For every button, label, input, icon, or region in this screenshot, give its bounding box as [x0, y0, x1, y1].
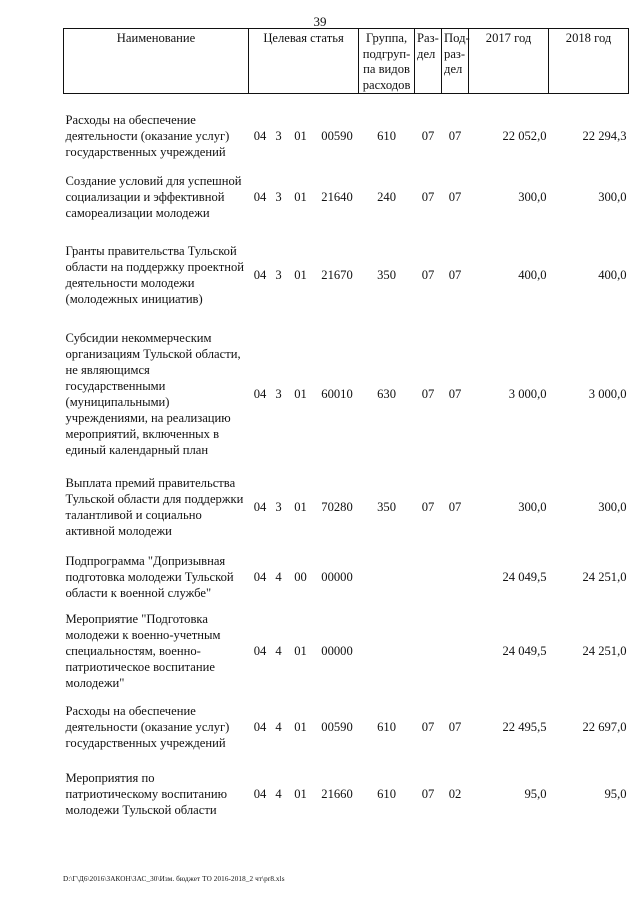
expense-group: 610	[377, 128, 396, 143]
code-direction: 00000	[321, 569, 353, 584]
code-direction: 00590	[321, 128, 353, 143]
table-row	[64, 228, 629, 322]
amount-2017: 24 049,5	[502, 569, 547, 584]
code-program: 04	[253, 786, 267, 801]
header-group: Группа, подгруп-па видов расходов	[359, 29, 415, 94]
header-name: Наименование	[64, 29, 249, 94]
code-program: 04	[253, 386, 267, 401]
code-subprogram: 4	[275, 786, 282, 801]
code-direction: 70280	[321, 499, 353, 514]
amount-2018: 400,0	[598, 267, 627, 282]
code-subprogram: 3	[275, 499, 282, 514]
code-program: 04	[253, 569, 267, 584]
amount-2018: 22 294,3	[582, 128, 627, 143]
header-year-2017: 2017 год	[469, 29, 549, 94]
code-event: 00	[294, 569, 307, 584]
code-program: 04	[253, 719, 267, 734]
code-event: 01	[294, 386, 307, 401]
subsection-code	[442, 606, 469, 696]
code-subprogram: 4	[275, 569, 282, 584]
section-code: 07	[421, 189, 435, 204]
code-subprogram: 3	[275, 386, 282, 401]
expense-group: 610	[377, 786, 396, 801]
footer-file-path: D:\Г\Д6\2016\ЗАКОН\ЗАС_30\Изм. бюджет ТО 2016-2018_2 чт\pr8.xls	[63, 875, 285, 883]
amount-2018: 3 000,0	[588, 386, 627, 401]
header-target-item: Целевая статья	[249, 29, 359, 94]
section-code: 07	[421, 386, 435, 401]
row-name: Мероприятие "Подготовка молодежи к военно-учетным специальностям, военно-патриотическое воспитание молодежи"	[65, 611, 221, 690]
section-code	[415, 548, 442, 606]
budget-table	[63, 28, 629, 830]
code-direction: 60010	[321, 386, 353, 401]
section-code	[415, 606, 442, 696]
table-row	[64, 696, 629, 758]
amount-2018: 300,0	[598, 499, 627, 514]
amount-2017: 24 049,5	[502, 643, 547, 658]
code-program: 04	[253, 189, 267, 204]
section-code: 07	[421, 719, 435, 734]
header-section: Раз-дел	[415, 29, 442, 94]
subsection-code: 07	[448, 499, 462, 514]
row-name: Расходы на обеспечение деятельности (оказание услуг) государственных учреждений	[65, 112, 230, 159]
expense-group: 350	[377, 499, 396, 514]
code-subprogram: 3	[275, 189, 282, 204]
row-name: Субсидии некоммерческим организациям Тульской области, не являющимся государственными (муниципальными) учреждениями, на реализацию мероприятий, включенных в единый календарный план	[65, 330, 241, 457]
section-code: 07	[421, 267, 435, 282]
subsection-code: 07	[448, 267, 462, 282]
header-year-2018: 2018 год	[549, 29, 629, 94]
row-name: Подпрограмма "Допризывная подготовка молодежи Тульской области к военной службе"	[65, 553, 234, 600]
subsection-code	[442, 548, 469, 606]
code-direction: 00000	[321, 643, 353, 658]
expense-group	[359, 606, 415, 696]
amount-2017: 22 052,0	[502, 128, 547, 143]
row-name: Расходы на обеспечение деятельности (оказание услуг) государственных учреждений	[65, 703, 230, 750]
expense-group: 240	[377, 189, 396, 204]
code-program: 04	[253, 267, 267, 282]
table-row	[64, 548, 629, 606]
code-program: 04	[253, 128, 267, 143]
code-event: 01	[294, 499, 307, 514]
subsection-code: 07	[448, 386, 462, 401]
code-event: 01	[294, 719, 307, 734]
amount-2017: 300,0	[518, 189, 547, 204]
subsection-code: 07	[448, 128, 462, 143]
subsection-code: 07	[448, 189, 462, 204]
table-row	[64, 106, 629, 166]
expense-group: 630	[377, 386, 396, 401]
code-event: 01	[294, 128, 307, 143]
amount-2017: 300,0	[518, 499, 547, 514]
section-code: 07	[421, 128, 435, 143]
table-header-row	[64, 29, 629, 94]
amount-2018: 24 251,0	[582, 569, 627, 584]
amount-2017: 400,0	[518, 267, 547, 282]
amount-2018: 95,0	[604, 786, 627, 801]
row-name: Выплата премий правительства Тульской области для поддержки талантливой и социально активной молодежи	[65, 475, 244, 538]
code-direction: 21670	[321, 267, 353, 282]
code-program: 04	[253, 499, 267, 514]
section-code: 07	[421, 786, 435, 801]
expense-group: 610	[377, 719, 396, 734]
code-event: 01	[294, 786, 307, 801]
code-program: 04	[253, 643, 267, 658]
amount-2017: 95,0	[524, 786, 547, 801]
subsection-code: 02	[448, 786, 462, 801]
row-name: Мероприятия по патриотическому воспитанию молодежи Тульской области	[65, 770, 228, 817]
page-number: 39	[313, 14, 327, 29]
code-event: 01	[294, 189, 307, 204]
code-subprogram: 3	[275, 267, 282, 282]
amount-2018: 300,0	[598, 189, 627, 204]
code-subprogram: 4	[275, 643, 282, 658]
amount-2018: 24 251,0	[582, 643, 627, 658]
code-subprogram: 3	[275, 128, 282, 143]
amount-2017: 3 000,0	[508, 386, 547, 401]
amount-2018: 22 697,0	[582, 719, 627, 734]
code-direction: 21660	[321, 786, 353, 801]
code-event: 01	[294, 267, 307, 282]
code-subprogram: 4	[275, 719, 282, 734]
table-row	[64, 166, 629, 228]
row-name: Гранты правительства Тульской области на поддержку проектной деятельности молодежи (молодежных инициатив)	[65, 243, 244, 306]
header-subsection: Под-раз-дел	[442, 29, 469, 94]
table-row	[64, 758, 629, 830]
code-direction: 21640	[321, 189, 353, 204]
table-row	[64, 466, 629, 548]
table-row	[64, 606, 629, 696]
section-code: 07	[421, 499, 435, 514]
code-direction: 00590	[321, 719, 353, 734]
code-event: 01	[294, 643, 307, 658]
row-name: Создание условий для успешной социализации и эффективной самореализации молодежи	[65, 173, 242, 220]
expense-group: 350	[377, 267, 396, 282]
subsection-code: 07	[448, 719, 462, 734]
expense-group	[359, 548, 415, 606]
table-row	[64, 322, 629, 466]
amount-2017: 22 495,5	[502, 719, 547, 734]
